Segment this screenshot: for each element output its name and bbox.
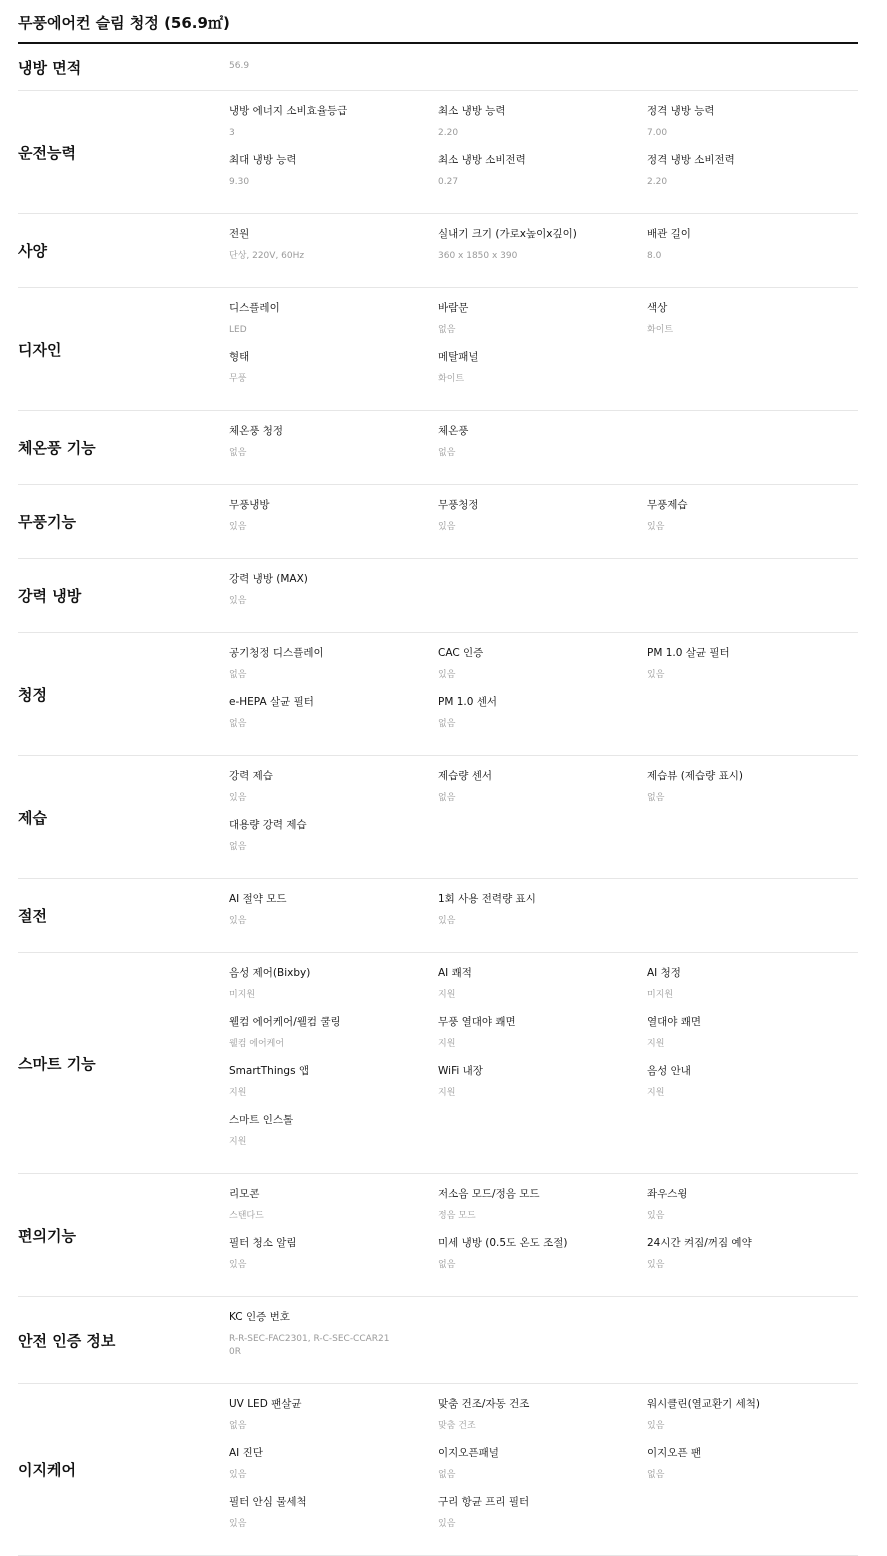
spec-name: 필터 청소 알림 <box>229 1237 297 1249</box>
spec-item <box>229 817 438 866</box>
section-label: 강력 냉방 <box>18 587 82 605</box>
spec-name: 메탈패널 <box>438 351 479 363</box>
spec-name: 무풍청정 <box>438 499 479 511</box>
spec-name: 1회 사용 전력량 표시 <box>438 893 536 905</box>
spec-value: 있음 <box>438 670 456 680</box>
spec-item <box>229 768 438 817</box>
spec-item <box>438 1186 647 1235</box>
spec-name: AI 진단 <box>229 1447 263 1459</box>
section-label: 제습 <box>18 808 47 827</box>
spec-name: AI 청정 <box>647 967 681 979</box>
spec-grid <box>229 1384 858 1555</box>
spec-section <box>18 411 858 485</box>
spec-item <box>229 56 438 78</box>
spec-value: 없음 <box>229 1421 247 1431</box>
spec-item <box>438 349 647 398</box>
spec-section <box>18 633 858 756</box>
spec-item <box>229 1014 438 1063</box>
spec-name: 스마트 인스톨 <box>229 1114 294 1126</box>
spec-section <box>18 559 858 633</box>
spec-value: LED <box>229 325 247 335</box>
spec-item <box>229 423 438 472</box>
spec-name: WiFi 내장 <box>438 1065 483 1077</box>
spec-value: 360 x 1850 x 390 <box>438 251 518 261</box>
section-label: 안전 인증 정보 <box>18 1331 116 1350</box>
spec-item <box>647 1063 858 1112</box>
spec-value: 8.0 <box>647 251 662 261</box>
spec-item <box>438 891 647 940</box>
spec-name: 체온풍 청정 <box>229 425 284 437</box>
spec-item <box>229 349 438 398</box>
spec-name: 저소음 모드/정음 모드 <box>438 1188 540 1200</box>
spec-name: 전원 <box>229 228 250 240</box>
spec-value: 단상, 220V, 60Hz <box>229 251 305 261</box>
spec-item <box>229 152 438 201</box>
spec-name: 실내기 크기 (가로x높이x깊이) <box>438 228 577 240</box>
spec-name: 배관 길이 <box>647 228 691 240</box>
spec-value: 있음 <box>229 793 247 803</box>
spec-item <box>229 1235 438 1284</box>
spec-name: 제습량 센서 <box>438 770 493 782</box>
spec-name: 정격 냉방 능력 <box>647 105 715 117</box>
spec-value: 맞춤 건조 <box>438 1421 476 1431</box>
spec-name: 좌우스윙 <box>647 1188 688 1200</box>
spec-name: 무풍냉방 <box>229 499 270 511</box>
spec-value: 미지원 <box>647 990 674 1000</box>
spec-value: 있음 <box>229 522 247 532</box>
spec-item <box>438 300 647 349</box>
section-label: 무풍기능 <box>18 513 76 531</box>
spec-grid <box>229 633 858 755</box>
spec-item <box>229 300 438 349</box>
spec-name: 제습뷰 (제습량 표시) <box>647 770 744 782</box>
spec-item <box>229 965 438 1014</box>
spec-item <box>647 645 858 694</box>
spec-item <box>647 497 858 546</box>
spec-grid <box>229 411 858 484</box>
spec-item <box>438 1235 647 1284</box>
spec-name: 정격 냉방 소비전력 <box>647 154 735 166</box>
spec-grid <box>229 1174 858 1296</box>
spec-name: 열대야 쾌면 <box>647 1016 702 1028</box>
spec-name: 음성 제어(Bixby) <box>229 967 311 979</box>
spec-name: 무풍제습 <box>647 499 688 511</box>
spec-sections <box>18 44 858 1556</box>
spec-name: 최소 냉방 소비전력 <box>438 154 526 166</box>
spec-item <box>438 1396 647 1445</box>
spec-name: UV LED 팬살균 <box>229 1398 302 1410</box>
spec-value: 지원 <box>647 1088 665 1098</box>
spec-name: 대용량 강력 제습 <box>229 819 307 831</box>
spec-value: 있음 <box>647 1260 665 1270</box>
spec-grid <box>229 953 858 1173</box>
spec-name: 최대 냉방 능력 <box>229 154 297 166</box>
spec-name: AI 쾌적 <box>438 967 472 979</box>
spec-value: 없음 <box>229 842 247 852</box>
spec-section <box>18 1174 858 1297</box>
spec-item <box>438 152 647 201</box>
spec-name: 필터 안심 물세척 <box>229 1496 307 1508</box>
spec-item <box>647 1014 858 1063</box>
spec-value: 없음 <box>438 1260 456 1270</box>
spec-item <box>229 1186 438 1235</box>
section-label: 편의기능 <box>18 1226 76 1245</box>
spec-name: PM 1.0 센서 <box>438 696 498 708</box>
spec-item <box>229 1494 438 1543</box>
spec-value: 있음 <box>647 1421 665 1431</box>
spec-name: 맞춤 건조/자동 건조 <box>438 1398 530 1410</box>
page-title: 무풍에어컨 슬림 청정 (56.9㎡) <box>18 0 858 44</box>
spec-item <box>438 1063 647 1112</box>
spec-value: 3 <box>229 128 235 138</box>
spec-name: 냉방 에너지 소비효율등급 <box>229 105 348 117</box>
spec-value: 있음 <box>229 1519 247 1529</box>
spec-item <box>647 152 858 201</box>
spec-value: 웰컴 에어케어 <box>229 1039 285 1049</box>
spec-value: 지원 <box>438 990 456 1000</box>
spec-name: e-HEPA 살균 필터 <box>229 696 314 708</box>
spec-name: 이지오픈패널 <box>438 1447 499 1459</box>
spec-grid <box>229 485 858 558</box>
spec-value: 정음 모드 <box>438 1211 476 1221</box>
spec-item <box>438 226 647 275</box>
spec-value: 9.30 <box>229 177 250 187</box>
spec-value: 지원 <box>647 1039 665 1049</box>
spec-item <box>229 1396 438 1445</box>
spec-name: 미세 냉방 (0.5도 온도 조절) <box>438 1237 568 1249</box>
spec-value: 화이트 <box>438 374 465 384</box>
spec-name: 체온풍 <box>438 425 469 437</box>
spec-grid <box>229 214 858 287</box>
spec-name: 디스플레이 <box>229 302 280 314</box>
spec-value: 없음 <box>438 793 456 803</box>
spec-item <box>647 1186 858 1235</box>
section-label: 스마트 기능 <box>18 1054 96 1073</box>
spec-value: 지원 <box>229 1137 247 1147</box>
spec-item <box>438 1014 647 1063</box>
spec-value: 무풍 <box>229 374 247 384</box>
spec-value: 화이트 <box>647 325 674 335</box>
spec-grid <box>229 756 858 878</box>
spec-section <box>18 1297 858 1384</box>
spec-name: 바람문 <box>438 302 469 314</box>
spec-value: 56.9 <box>229 61 250 71</box>
spec-value: 없음 <box>438 325 456 335</box>
section-label: 체온풍 기능 <box>18 439 96 457</box>
spec-item <box>229 1309 438 1371</box>
spec-value: 지원 <box>438 1088 456 1098</box>
spec-name: AI 절약 모드 <box>229 893 287 905</box>
spec-value: 있음 <box>229 1260 247 1270</box>
spec-section <box>18 1384 858 1556</box>
spec-value: 7.00 <box>647 128 668 138</box>
spec-item <box>647 965 858 1014</box>
spec-section <box>18 953 858 1174</box>
spec-name: 워시클린(열교환기 세척) <box>647 1398 760 1410</box>
spec-value: 없음 <box>438 1470 456 1480</box>
spec-grid <box>229 44 858 90</box>
spec-item <box>229 1063 438 1112</box>
spec-item <box>229 1445 438 1494</box>
spec-item <box>438 423 647 472</box>
spec-value: 없음 <box>647 1470 665 1480</box>
spec-value: 있음 <box>438 1519 456 1529</box>
spec-name: PM 1.0 살균 필터 <box>647 647 730 659</box>
spec-value: 있음 <box>438 916 456 926</box>
spec-name: 강력 제습 <box>229 770 273 782</box>
spec-item <box>229 103 438 152</box>
spec-value: 0.27 <box>438 177 459 187</box>
spec-name: 강력 냉방 (MAX) <box>229 573 308 585</box>
spec-value: 지원 <box>438 1039 456 1049</box>
spec-value: 있음 <box>229 1470 247 1480</box>
section-label: 사양 <box>18 242 47 260</box>
section-label: 청정 <box>18 685 47 704</box>
spec-name: 리모콘 <box>229 1188 260 1200</box>
spec-item <box>647 103 858 152</box>
spec-name: KC 인증 번호 <box>229 1311 290 1323</box>
spec-value: 없음 <box>438 448 456 458</box>
spec-value: 없음 <box>647 793 665 803</box>
spec-value: 있음 <box>438 522 456 532</box>
spec-section <box>18 485 858 559</box>
spec-item <box>647 226 858 275</box>
spec-name: 무풍 열대야 쾌면 <box>438 1016 516 1028</box>
spec-grid <box>229 879 858 952</box>
spec-item <box>229 891 438 940</box>
spec-item <box>229 1112 438 1161</box>
spec-section <box>18 91 858 214</box>
spec-item <box>438 645 647 694</box>
spec-item <box>229 497 438 546</box>
spec-value: 있음 <box>647 522 665 532</box>
spec-name: SmartThings 앱 <box>229 1065 310 1077</box>
spec-value: 2.20 <box>438 128 459 138</box>
spec-value: 없음 <box>229 719 247 729</box>
spec-name: 24시간 켜짐/꺼짐 예약 <box>647 1237 752 1249</box>
spec-value: 없음 <box>229 670 247 680</box>
spec-item <box>229 694 438 743</box>
spec-name: 구리 항균 프리 필터 <box>438 1496 530 1508</box>
spec-item <box>438 694 647 743</box>
spec-value: 스탠다드 <box>229 1211 264 1221</box>
spec-value: 2.20 <box>647 177 668 187</box>
spec-value: 지원 <box>229 1088 247 1098</box>
spec-item <box>438 965 647 1014</box>
spec-item <box>647 1445 858 1494</box>
spec-grid <box>229 288 858 410</box>
spec-value: 없음 <box>438 719 456 729</box>
spec-value: R-R-SEC-FAC2301, R-C-SEC-CCAR210R <box>229 1334 390 1357</box>
spec-item <box>229 571 438 620</box>
section-label: 운전능력 <box>18 143 76 162</box>
spec-grid <box>229 1297 858 1383</box>
spec-item <box>438 1494 647 1543</box>
spec-section <box>18 44 858 91</box>
spec-item <box>438 1445 647 1494</box>
spec-name: 공기청정 디스플레이 <box>229 647 324 659</box>
spec-name: 최소 냉방 능력 <box>438 105 506 117</box>
spec-value: 있음 <box>229 916 247 926</box>
section-label: 절전 <box>18 907 47 925</box>
spec-item <box>647 300 858 349</box>
spec-name: 웰컴 에어케어/웰컴 쿨링 <box>229 1016 341 1028</box>
spec-sheet <box>18 0 858 1556</box>
spec-item <box>438 103 647 152</box>
spec-item <box>438 768 647 817</box>
spec-value: 없음 <box>229 448 247 458</box>
spec-section <box>18 756 858 879</box>
spec-item <box>229 645 438 694</box>
spec-name: 색상 <box>647 302 668 314</box>
spec-value: 있음 <box>229 596 247 606</box>
section-label: 냉방 면적 <box>18 58 82 77</box>
spec-value: 미지원 <box>229 990 256 1000</box>
spec-name: 이지오픈 팬 <box>647 1447 702 1459</box>
spec-name: 음성 안내 <box>647 1065 691 1077</box>
spec-item <box>647 1235 858 1284</box>
section-label: 디자인 <box>18 340 62 359</box>
spec-grid <box>229 91 858 213</box>
section-label: 이지케어 <box>18 1461 76 1479</box>
spec-value: 있음 <box>647 1211 665 1221</box>
spec-item <box>647 768 858 817</box>
spec-item <box>647 1396 858 1445</box>
spec-section <box>18 214 858 288</box>
spec-name: 형태 <box>229 351 250 363</box>
spec-section <box>18 879 858 953</box>
spec-item <box>229 226 438 275</box>
spec-grid <box>229 559 858 632</box>
spec-section <box>18 288 858 411</box>
spec-value: 있음 <box>647 670 665 680</box>
spec-name: CAC 인증 <box>438 647 484 659</box>
spec-item <box>438 497 647 546</box>
